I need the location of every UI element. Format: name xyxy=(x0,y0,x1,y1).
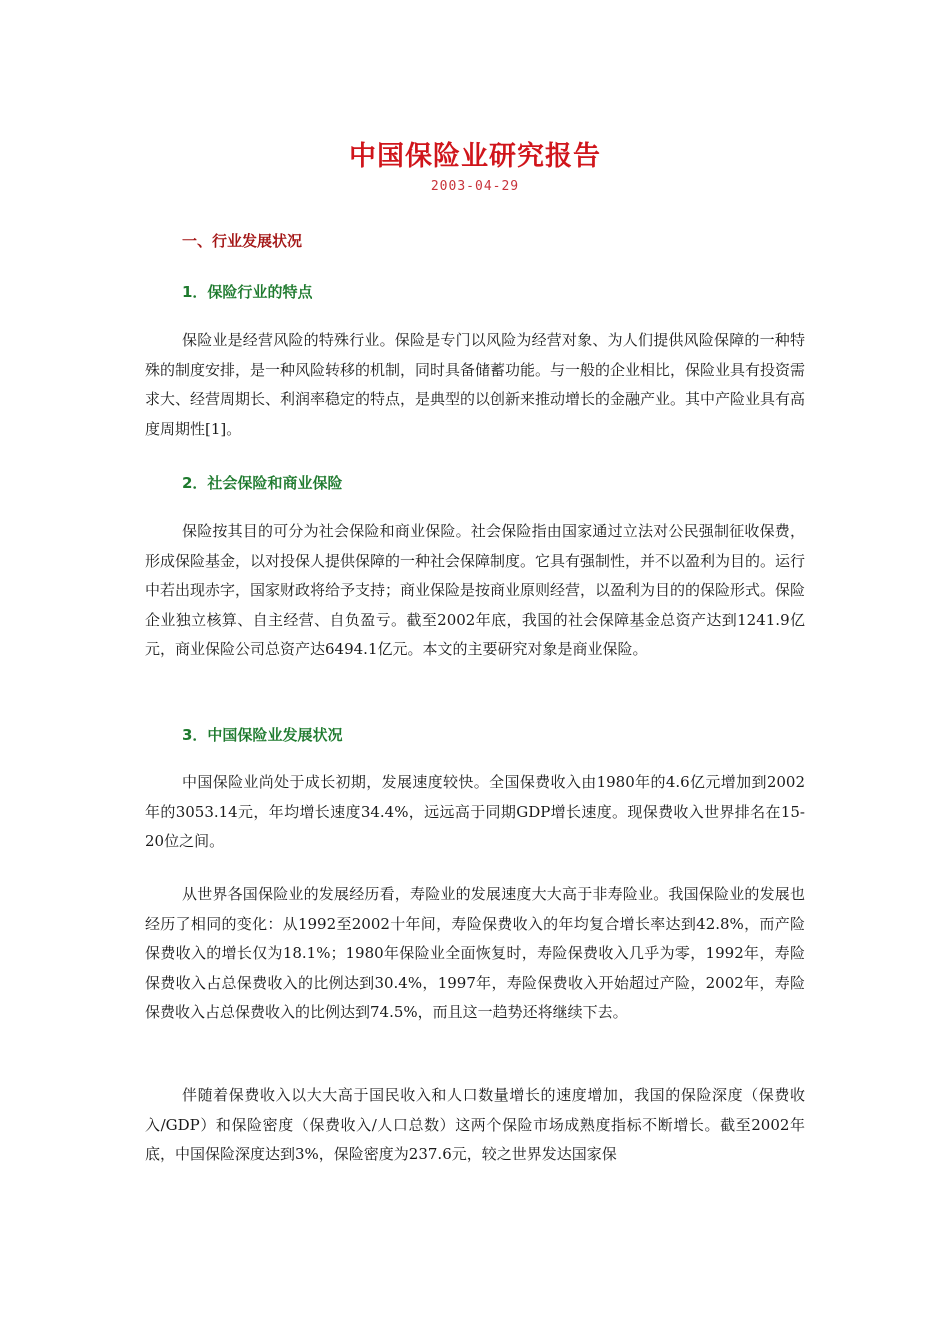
paragraph-4: 从世界各国保险业的发展经历看，寿险业的发展速度大大高于非寿险业。我国保险业的发展也经历了相同的变化：从1992至2002十年间，寿险保费收入的年均复合增长率达到42.8%，而产险保费收入的增长仅为18.1%；1980年保险业全面恢复时，寿险保费收入几乎为零，1992年，寿险保费收入占总保费收入的比例达到30.4%，1997年，寿险保费收入开始超过产险，2002年，寿险保费收入占总保费收入的比例达到74.5%，而且这一趋势还将继续下去。 xyxy=(145,885,805,1021)
document-title: 中国保险业研究报告 xyxy=(349,141,601,172)
paragraph-3: 中国保险业尚处于成长初期，发展速度较快。全国保费收入由1980年的4.6亿元增加到2002年的3053.14元，年均增长速度34.4%，远远高于同期GDP增长速度。现保费收入世界排名在15-20位之间。 xyxy=(145,773,805,850)
paragraph-5: 伴随着保费收入以大大高于国民收入和人口数量增长的速度增加，我国的保险深度（保费收入/GDP）和保险密度（保费收入/人口总数）这两个保险市场成熟度指标不断增长。截至2002年底，中国保险深度达到3%，保险密度为237.6元，较之世界发达国家保 xyxy=(145,1086,805,1163)
document-date: 2003-04-29 xyxy=(430,179,520,194)
section-heading-1: 一、行业发展状况 xyxy=(182,232,303,250)
paragraph-1: 保险业是经营风险的特殊行业。保险是专门以风险为经营对象、为人们提供风险保障的一种特殊的制度安排，是一种风险转移的机制，同时具备储蓄功能。与一般的企业相比，保险业具有投资需求大、经营周期长、利润率稳定的特点，是典型的以创新来推动增长的金融产业。其中产险业具有高度周期性[1]。 xyxy=(145,331,806,438)
subsection-heading-1: 1．保险行业的特点 xyxy=(182,283,313,301)
subsection-heading-2: 2．社会保险和商业保险 xyxy=(182,474,343,492)
subsection-heading-3: 3．中国保险业发展状况 xyxy=(182,726,343,744)
paragraph-2: 保险按其目的可分为社会保险和商业保险。社会保险指由国家通过立法对公民强制征收保费，形成保险基金，以对投保人提供保障的一种社会保障制度。它具有强制性，并不以盈利为目的。运行中若出现赤字，国家财政将给予支持；商业保险是按商业原则经营，以盈利为目的的保险形式。保险企业独立核算、自主经营、自负盈亏。截至2002年底，我国的社会保障基金总资产达到1241.9亿元，商业保险公司总资产达6494.1亿元。本文的主要研究对象是商业保险。 xyxy=(145,522,806,658)
